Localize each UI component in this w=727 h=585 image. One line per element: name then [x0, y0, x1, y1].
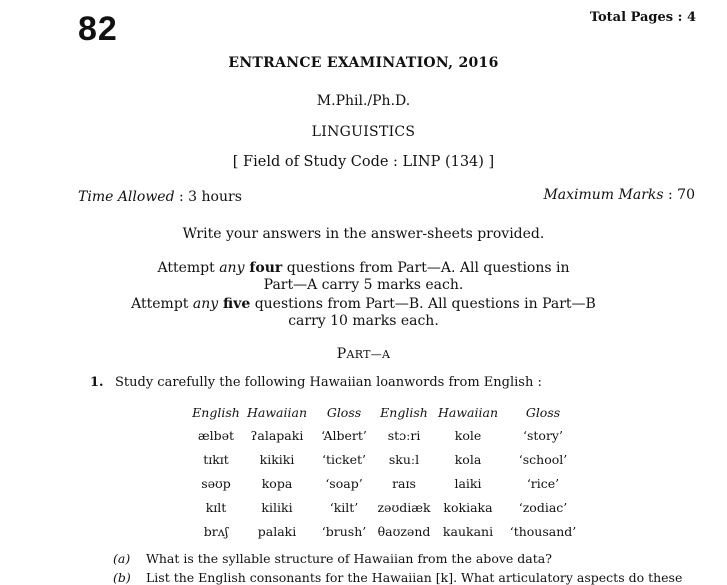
table-header-hawaiian-1: Hawaiian — [246, 405, 308, 420]
table-cell: ʔalapaki — [250, 428, 304, 443]
table-cell: ‘brush’ — [321, 524, 367, 539]
table-cell: kɪlt — [205, 500, 227, 515]
paper-code-number: 82 — [78, 10, 118, 48]
table-cell: laiki — [454, 476, 482, 491]
part-b-instruction-line-2: carry 10 marks each. — [288, 313, 439, 329]
sub-question-b-text: List the English consonants for the Hawaiian [k]. What articulatory aspects do these — [146, 570, 683, 585]
answer-sheet-instruction: Write your answers in the answer-sheets provided. — [182, 226, 545, 242]
sub-question-b-label: (b) — [113, 570, 131, 585]
part-a-instruction-line-1 — [0, 260, 727, 277]
time-allowed — [78, 189, 242, 205]
table-cell: səʊp — [201, 476, 231, 491]
maximum-marks-value: : 70 — [668, 187, 695, 203]
table-cell: tɪkɪt — [203, 452, 229, 467]
programme-name: M.Phil./Ph.D. — [316, 93, 411, 109]
sub-question-a-text: What is the syllable structure of Hawaiian from the above data? — [146, 551, 552, 566]
table-cell: skuːl — [388, 452, 420, 467]
table-header-english-2: English — [380, 405, 428, 420]
table-header-hawaiian-2: Hawaiian — [437, 405, 499, 420]
time-allowed-label: Time Allowed — [78, 189, 175, 205]
maximum-marks — [543, 187, 695, 203]
table-cell: ‘thousand’ — [509, 524, 577, 539]
sub-question-a-label: (a) — [113, 551, 131, 566]
table-header-gloss-1: Gloss — [326, 405, 362, 420]
table-header-english-1: English — [192, 405, 240, 420]
subject-name: LINGUISTICS — [311, 124, 416, 140]
instr-count: five — [218, 296, 251, 312]
table-cell: ‘rice’ — [526, 476, 560, 491]
table-cell: ‘Albert’ — [321, 428, 367, 443]
time-allowed-value: : 3 hours — [179, 189, 242, 205]
table-cell: zəʊdiæk — [377, 500, 431, 515]
instr-any: any — [219, 260, 245, 276]
table-cell: ‘zodiac’ — [518, 500, 568, 515]
table-cell: ‘ticket’ — [322, 452, 366, 467]
table-cell: brʌʃ — [203, 524, 229, 539]
table-header-gloss-2: Gloss — [525, 405, 561, 420]
part-a-heading — [0, 346, 727, 362]
table-cell: ‘kilt’ — [329, 500, 359, 515]
part-heading-initial: P — [336, 346, 347, 362]
table-cell: θaʊzənd — [377, 524, 431, 539]
total-pages: Total Pages : 4 — [589, 10, 696, 25]
question-1-number: 1. — [90, 375, 104, 390]
part-heading-rest: ART—A — [346, 348, 391, 361]
table-cell: kole — [454, 428, 482, 443]
table-cell: ‘story’ — [523, 428, 563, 443]
table-cell: stɔːri — [387, 428, 421, 443]
instr-text: questions from Part—B. All questions in Part—B — [250, 296, 596, 312]
part-a-instruction — [0, 260, 727, 294]
exam-title: ENTRANCE EXAMINATION, 2016 — [228, 55, 499, 71]
instr-count: four — [244, 260, 283, 276]
table-cell: kaukani — [442, 524, 494, 539]
table-cell: palaki — [257, 524, 297, 539]
part-b-instruction-line-1 — [0, 296, 727, 313]
table-cell: kola — [454, 452, 482, 467]
table-cell: ælbət — [197, 428, 235, 443]
part-b-instruction — [0, 296, 727, 330]
field-of-study-code: [ Field of Study Code : LINP (134) ] — [232, 154, 495, 170]
table-cell: ‘soap’ — [325, 476, 363, 491]
instr-any: any — [192, 296, 219, 312]
question-1-text: Study carefully the following Hawaiian loanwords from English : — [115, 375, 542, 390]
maximum-marks-label: Maximum Marks — [543, 187, 664, 203]
instr-text: questions from Part—A. All questions in — [282, 260, 570, 276]
table-cell: kikiki — [259, 452, 295, 467]
table-cell: kopa — [261, 476, 293, 491]
table-cell: ‘school’ — [518, 452, 568, 467]
table-cell: kiliki — [261, 500, 293, 515]
table-cell: kokiaka — [443, 500, 493, 515]
part-a-instruction-line-2: Part—A carry 5 marks each. — [263, 277, 464, 293]
instr-text: Attempt — [157, 260, 220, 276]
instr-text: Attempt — [131, 296, 193, 312]
table-cell: raɪs — [392, 476, 416, 491]
